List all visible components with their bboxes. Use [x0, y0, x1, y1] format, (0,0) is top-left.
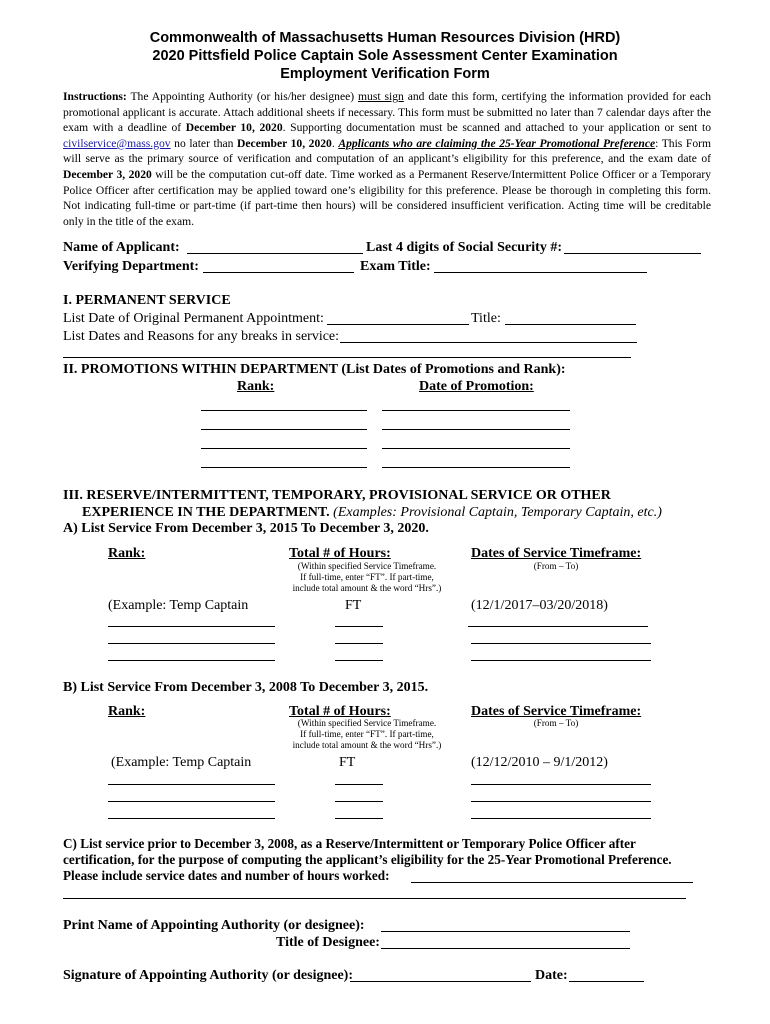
must-sign-text: must sign: [358, 90, 404, 103]
a-hours-field-2[interactable]: [335, 643, 383, 644]
b-example-dates: (12/12/2010 – 9/1/2012): [471, 755, 608, 770]
exam-title-field[interactable]: [434, 272, 647, 273]
applicant-name-label: Name of Applicant:: [63, 240, 180, 255]
deadline-2: December 10, 2020: [237, 136, 332, 150]
signature-field[interactable]: [350, 981, 531, 982]
b-dates-field-2[interactable]: [471, 801, 651, 802]
permanent-title-label: Title:: [471, 311, 501, 326]
a-rank-field-3[interactable]: [108, 660, 275, 661]
instructions-paragraph: [63, 89, 711, 229]
instructions-text-6: : This Form will serve as the primary source of verification and computation of an applicant’s eligibility for this preference, and the exam date of: [63, 136, 712, 166]
a-from-to: (From – To): [533, 561, 579, 571]
instructions-text-1: The Appointing Authority (or his/her designee): [126, 90, 359, 103]
b-example-hours: FT: [339, 755, 356, 770]
a-rank-field-2[interactable]: [108, 643, 275, 644]
section-3-heading-bold: EXPERIENCE IN THE DEPARTMENT.: [82, 505, 330, 520]
list-date-field[interactable]: [327, 324, 469, 325]
b-dates-field-3[interactable]: [471, 818, 651, 819]
breaks-field[interactable]: [340, 342, 637, 343]
instructions-label: Instructions:: [63, 90, 127, 103]
a-hours-header: Total # of Hours:: [289, 546, 391, 561]
section-2-heading: II. PROMOTIONS WITHIN DEPARTMENT (List Dates of Promotions and Rank):: [63, 362, 566, 377]
instructions-text-7: will be the computation cut-off date. Time worked as a Permanent Reserve/Intermittent Police Officer or a Temporary Police Officer after certification may be applied toward one’s eligibility for this preference. Please be thorough in completing this form. Not indicating full-time or part-time (if part-time then hours) will be considered insufficient verification. Acting time will be creditable only in the title of the exam.: [63, 167, 711, 228]
signature-label: Signature of Appointing Authority (or designee):: [63, 968, 354, 983]
promotion-rank-field-3[interactable]: [201, 448, 367, 449]
applicant-name-field[interactable]: [187, 253, 363, 254]
instructions-text-3: . Supporting documentation must be scanned and attached to your application or sent to: [282, 121, 711, 135]
promotion-date-field-1[interactable]: [382, 410, 570, 411]
section-3c-line-2: certification, for the purpose of computing the applicant’s eligibility for the 25-Year Promotional Preference.: [63, 852, 672, 867]
section-3-heading: III. RESERVE/INTERMITTENT, TEMPORARY, PROVISIONAL SERVICE OR OTHER: [63, 488, 611, 503]
a-dates-field-2[interactable]: [471, 643, 651, 644]
b-from-to: (From – To): [533, 718, 579, 728]
print-name-field[interactable]: [381, 931, 630, 932]
b-dates-header: Dates of Service Timeframe:: [471, 704, 642, 719]
deadline-1: December 10, 2020: [185, 121, 283, 135]
a-dates-field-1[interactable]: [468, 626, 648, 627]
promotion-rank-field-2[interactable]: [201, 429, 367, 430]
promotion-date-field-4[interactable]: [382, 467, 570, 468]
instructions-text-5: .: [331, 136, 339, 150]
b-hours-note-3: include total amount & the word “Hrs”.): [292, 740, 442, 750]
a-example-hours: FT: [345, 598, 362, 613]
designee-title-label: Title of Designee:: [276, 935, 380, 950]
preference-claim-text: Applicants who are claiming the 25-Year Promotional Preference: [338, 136, 656, 150]
section-3c-line-3: Please include service dates and number of hours worked:: [63, 868, 390, 883]
exam-title-label: Exam Title:: [360, 259, 431, 274]
b-hours-field-3[interactable]: [335, 818, 383, 819]
a-dates-field-3[interactable]: [471, 660, 651, 661]
section-3-heading-line-2: [82, 504, 662, 521]
section-3b-heading: B) List Service From December 3, 2008 To December 3, 2015.: [63, 680, 429, 695]
b-hours-note-1: (Within specified Service Timeframe.: [297, 718, 437, 728]
ssn-field[interactable]: [564, 253, 701, 254]
promotion-date-field-2[interactable]: [382, 429, 570, 430]
c-service-field[interactable]: [411, 882, 693, 883]
list-date-label: List Date of Original Permanent Appointment:: [63, 311, 324, 326]
a-dates-header: Dates of Service Timeframe:: [471, 546, 642, 561]
b-rank-field-2[interactable]: [108, 801, 275, 802]
header-exam: 2020 Pittsfield Police Captain Sole Assessment Center Examination: [152, 48, 618, 64]
section-1-heading: I. PERMANENT SERVICE: [63, 293, 231, 308]
b-example-rank: (Example: Temp Captain: [111, 755, 252, 770]
email-link[interactable]: civilservice@mass.gov: [63, 136, 171, 150]
exam-date: December 3, 2020: [63, 167, 152, 181]
a-hours-field-3[interactable]: [335, 660, 383, 661]
section-3c-line-1: C) List service prior to December 3, 2008, as a Reserve/Intermittent or Temporary Police Officer after: [63, 836, 636, 851]
a-example-dates: (12/1/2017–03/20/2018): [471, 598, 608, 613]
b-rank-field-3[interactable]: [108, 818, 275, 819]
promotion-date-field-3[interactable]: [382, 448, 570, 449]
a-hours-field-1[interactable]: [335, 626, 383, 627]
section-3-examples: (Examples: Provisional Captain, Temporary Captain, etc.): [329, 505, 662, 520]
designee-title-field[interactable]: [381, 948, 630, 949]
verifying-department-label: Verifying Department:: [63, 259, 199, 274]
b-hours-field-1[interactable]: [335, 784, 383, 785]
instructions-text-4: no later than: [170, 136, 238, 150]
instructions-text-2: and date this form, certifying the information provided for each promotional applicant is accurate. Attach additional sheets if necessary. This form must be submitted no later than 7 calendar days after the exam with a deadline of: [63, 90, 711, 135]
signature-date-field[interactable]: [569, 981, 644, 982]
ssn-label: Last 4 digits of Social Security #:: [366, 240, 562, 255]
breaks-field-line-2[interactable]: [63, 357, 631, 358]
verifying-department-field[interactable]: [203, 272, 354, 273]
permanent-title-field[interactable]: [505, 324, 636, 325]
b-hours-field-2[interactable]: [335, 801, 383, 802]
a-hours-note-3: include total amount & the word “Hrs”.): [292, 583, 442, 593]
signature-date-label: Date:: [535, 968, 568, 983]
breaks-label: List Dates and Reasons for any breaks in service:: [63, 329, 340, 344]
header-agency: Commonwealth of Massachusetts Human Resources Division (HRD): [149, 30, 621, 46]
b-hours-note-2: If full-time, enter “FT”. If part-time,: [300, 729, 434, 739]
b-rank-header: Rank:: [108, 704, 146, 719]
section-3a-heading: A) List Service From December 3, 2015 To December 3, 2020.: [63, 521, 429, 536]
c-service-field-line-2[interactable]: [63, 898, 686, 899]
a-rank-field-1[interactable]: [108, 626, 275, 627]
promotion-date-header: Date of Promotion:: [419, 379, 534, 394]
b-hours-header: Total # of Hours:: [289, 704, 391, 719]
header-form-title: Employment Verification Form: [280, 66, 490, 82]
a-rank-header: Rank:: [108, 546, 146, 561]
a-hours-note-2: If full-time, enter “FT”. If part-time,: [300, 572, 434, 582]
a-hours-note-1: (Within specified Service Timeframe.: [297, 561, 437, 571]
promotion-rank-field-1[interactable]: [201, 410, 367, 411]
a-example-rank: (Example: Temp Captain: [108, 598, 249, 613]
b-rank-field-1[interactable]: [108, 784, 275, 785]
promotion-rank-header: Rank:: [237, 379, 275, 394]
print-name-label: Print Name of Appointing Authority (or designee):: [63, 918, 365, 933]
b-dates-field-1[interactable]: [471, 784, 651, 785]
promotion-rank-field-4[interactable]: [201, 467, 367, 468]
